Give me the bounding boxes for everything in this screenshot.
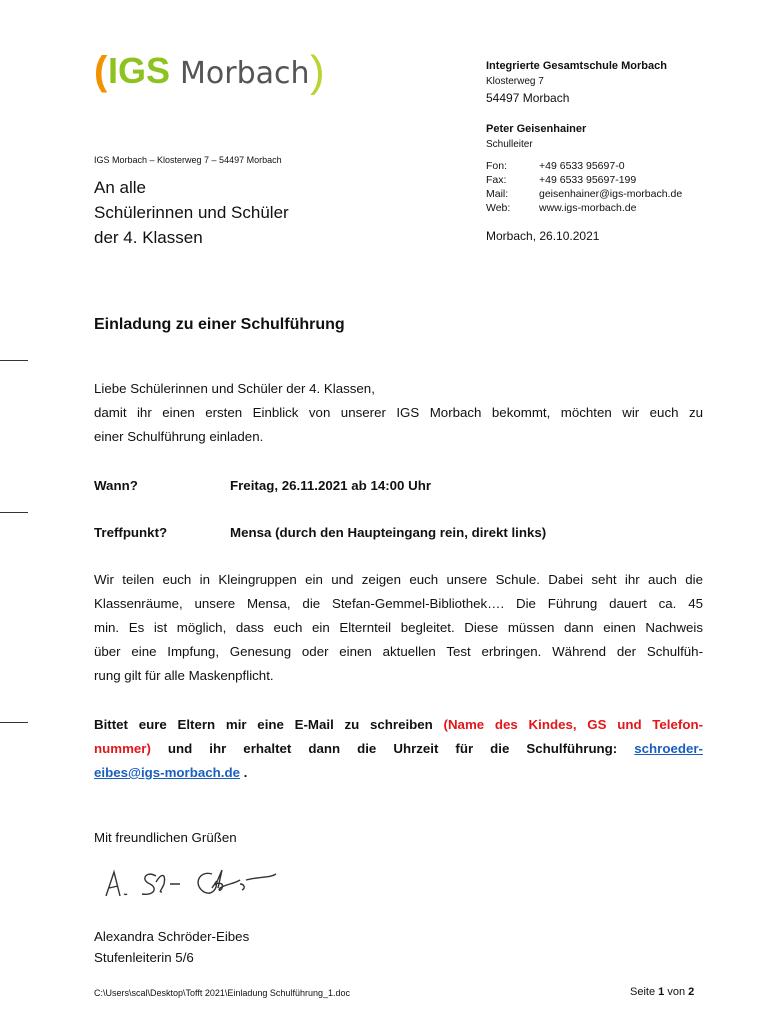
signer-role: Stufenleiterin 5/6 — [94, 950, 194, 965]
paragraph-line: rung gilt für alle Maskenpflicht. — [94, 668, 274, 683]
contact-row: Fon: +49 6533 95697-0 — [486, 160, 625, 172]
closing: Mit freundlichen Grüßen — [94, 830, 237, 845]
logo-name: Morbach — [180, 56, 310, 91]
request-line-2: nummer) und ihr erhaltet dann die Uhrzeit für die Schulführung: schroeder- — [94, 741, 703, 756]
sender-city: 54497 Morbach — [486, 91, 570, 105]
signer-block — [94, 926, 703, 968]
recipient-line: An alle — [94, 178, 146, 197]
sender-person: Peter Geisenhainer — [486, 123, 587, 135]
contact-block — [486, 159, 682, 215]
meeting-value: Mensa (durch den Haupteingang rein, direkt links) — [230, 525, 547, 540]
contact-row: Fax: +49 6533 95697-199 — [486, 174, 637, 186]
fold-mark — [0, 360, 28, 361]
logo-bracket-right: ) — [310, 47, 325, 96]
logo-bracket-left: ( — [94, 49, 108, 93]
when-label: Wann? — [94, 478, 138, 493]
request-line-3: eibes@igs-morbach.de . — [94, 765, 248, 780]
greeting-block — [94, 377, 703, 449]
when-row — [94, 478, 431, 493]
igs-morbach-logo — [94, 46, 334, 96]
return-address: IGS Morbach – Klosterweg 7 – 54497 Morbach — [94, 155, 282, 165]
greeting: Liebe Schülerinnen und Schüler der 4. Klassen, — [94, 381, 375, 396]
intro-line: damit ihr einen ersten Einblick von unserer IGS Morbach bekommt, möchten wir euch zu — [94, 405, 703, 420]
handwritten-signature — [100, 860, 300, 904]
meeting-row — [94, 525, 546, 540]
paragraph-line: min. Es ist möglich, dass euch ein Elternteil begleitet. Diese müssen dann einen Nachweis — [94, 620, 703, 635]
paragraph-line: Wir teilen euch in Kleingruppen ein und zeigen euch unsere Schule. Dabei seht ihr auch die — [94, 572, 703, 587]
recipient-line: der 4. Klassen — [94, 228, 203, 247]
fold-mark — [0, 512, 28, 513]
paragraph-line: über eine Impfung, Genesung oder einen aktuellen Test erbringen. Während der Schulfüh- — [94, 644, 703, 659]
contact-row: Web: www.igs-morbach.de — [486, 202, 637, 214]
footer-file-path: C:\Users\scal\Desktop\Tofft 2021\Einladung Schulführung_1.doc — [94, 988, 350, 998]
recipient-block — [94, 175, 289, 250]
letter-subject: Einladung zu einer Schulführung — [94, 316, 345, 333]
sender-block — [486, 59, 667, 152]
recipient-line: Schülerinnen und Schüler — [94, 203, 289, 222]
sender-role: Schulleiter — [486, 139, 533, 150]
main-paragraph — [94, 568, 703, 688]
contact-row: Mail: geisenhainer@igs-morbach.de — [486, 188, 683, 200]
letter-date: Morbach, 26.10.2021 — [486, 229, 600, 243]
sender-org: Integrierte Gesamtschule Morbach — [486, 60, 667, 72]
email-link-part-1[interactable]: schroeder- — [634, 741, 703, 756]
meeting-label: Treffpunkt? — [94, 525, 168, 540]
signer-name: Alexandra Schröder-Eibes — [94, 929, 250, 944]
intro-line: einer Schulführung einladen. — [94, 429, 264, 444]
request-paragraph — [94, 713, 703, 785]
paragraph-line: Klassenräume, unsere Mensa, die Stefan-Gemmel-Bibliothek…. Die Führung dauert ca. 45 — [94, 596, 703, 611]
when-value: Freitag, 26.11.2021 ab 14:00 Uhr — [230, 478, 432, 493]
request-line-1: Bittet eure Eltern mir eine E-Mail zu schreiben (Name des Kindes, GS und Telefon- — [94, 717, 703, 732]
logo-igs: IGS — [108, 50, 171, 91]
email-link-part-2[interactable]: eibes@igs-morbach.de — [94, 765, 240, 780]
fold-mark — [0, 722, 28, 723]
footer-page-number: Seite 1 von 2 — [630, 986, 695, 998]
sender-street: Klosterweg 7 — [486, 76, 544, 87]
